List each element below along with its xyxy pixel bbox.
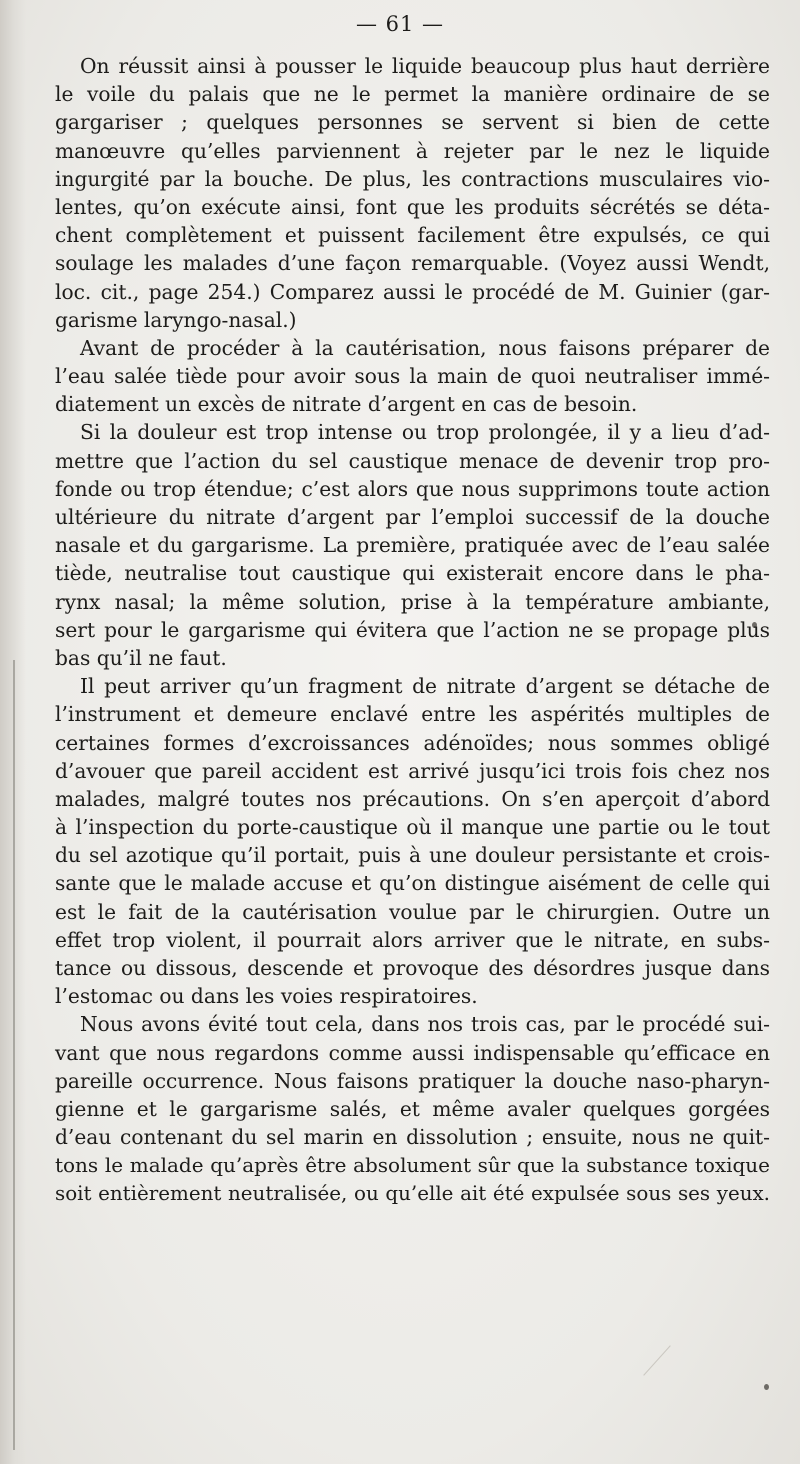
text-line: On réussit ainsi à pousser le liquide beaucoup plus haut derrière: [80, 54, 770, 78]
text-line: vant que nous regardons comme aussi indispensable qu’efficace en: [55, 1040, 770, 1065]
ink-speck: [764, 1384, 769, 1390]
page-number-header: — 61 —: [355, 12, 445, 36]
text-line: malades, malgré toutes nos précautions. On s’en aperçoit d’abord: [55, 786, 770, 811]
text-line: soulage les malades d’une façon remarquable. (Voyez aussi Wendt,: [55, 251, 770, 276]
text-line: effet trop violent, il pourrait alors arriver que le nitrate, en subs-: [55, 927, 770, 952]
text-line: pareille occurrence. Nous faisons pratiquer la douche naso-pharyn-: [55, 1068, 770, 1093]
text-line: est le fait de la cautérisation voulue par le chirurgien. Outre un: [55, 899, 770, 924]
text-line: lentes, qu’on exécute ainsi, font que les produits sécrétés se déta-: [55, 194, 770, 219]
text-line: l’estomac ou dans les voies respiratoires.: [55, 984, 478, 1009]
text-line: du sel azotique qu’il portait, puis à une douleur persistante et crois-: [55, 843, 770, 868]
text-line: l’eau salée tiède pour avoir sous la main de quoi neutraliser immé-: [55, 364, 770, 389]
text-line: fonde ou trop étendue; c’est alors que nous supprimons toute action: [55, 476, 770, 501]
pencil-mark: [643, 1345, 671, 1375]
text-line: le voile du palais que ne le permet la manière ordinaire de se: [55, 82, 770, 107]
text-line: chent complètement et puissent facilement être expulsés, ce qui: [55, 223, 770, 248]
text-line: tiède, neutralise tout caustique qui existerait encore dans le pha-: [55, 561, 770, 586]
text-line: d’eau contenant du sel marin en dissolution ; ensuite, nous ne quit-: [55, 1125, 770, 1150]
text-line: ingurgité par la bouche. De plus, les contractions musculaires vio-: [55, 166, 770, 191]
body-text: [55, 52, 770, 1208]
text-line: garisme laryngo-nasal.): [55, 307, 297, 332]
text-line: sert pour le gargarisme qui évitera que l’action ne se propage plus: [55, 617, 770, 642]
text-line: mettre que l’action du sel caustique menace de devenir trop pro-: [55, 448, 770, 473]
text-line: l’instrument et demeure enclavé entre les aspérités multiples de: [55, 702, 770, 727]
text-line: rynx nasal; la même solution, prise à la température ambiante,: [55, 589, 770, 614]
text-line: ultérieure du nitrate d’argent par l’emploi successif de la douche: [55, 505, 770, 529]
text-line: nasale et du gargarisme. La première, pratiquée avec de l’eau salée: [55, 533, 770, 558]
text-line: sante que le malade accuse et qu’on distingue aisément de celle qui: [55, 871, 770, 896]
text-line: loc. cit., page 254.) Comparez aussi le procédé de M. Guinier (gar-: [55, 279, 770, 304]
text-line: tance ou dissous, descende et provoque des désordres jusque dans: [55, 956, 770, 980]
text-line: gienne et le gargarisme salés, et même avaler quelques gorgées: [55, 1096, 770, 1121]
binding-edge: [13, 660, 15, 1450]
text-line: tons le malade qu’après être absolument sûr que la substance toxique: [55, 1153, 770, 1178]
text-line: Avant de procéder à la cautérisation, nous faisons préparer de: [80, 335, 770, 360]
text-line: soit entièrement neutralisée, ou qu’elle ait été expulsée sous ses yeux.: [55, 1181, 770, 1205]
text-line: à l’inspection du porte-caustique où il manque une partie ou le tout: [55, 815, 770, 840]
text-line: diatement un excès de nitrate d’argent en cas de besoin.: [55, 392, 638, 417]
text-line: Il peut arriver qu’un fragment de nitrate d’argent se détache de: [80, 674, 770, 699]
text-line: d’avouer que pareil accident est arrivé jusqu’ici trois fois chez nos: [55, 758, 770, 783]
text-line: certaines formes d’excroissances adénoïdes; nous sommes obligé: [55, 730, 770, 755]
text-line: manœuvre qu’elles parviennent à rejeter par le nez le liquide: [55, 138, 770, 163]
text-line: bas qu’il ne faut.: [55, 645, 227, 670]
text-line: Nous avons évité tout cela, dans nos trois cas, par le procédé sui-: [80, 1012, 770, 1037]
text-line: gargariser ; quelques personnes se servent si bien de cette: [55, 110, 770, 135]
text-line: Si la douleur est trop intense ou trop prolongée, il y a lieu d’ad-: [80, 420, 770, 445]
